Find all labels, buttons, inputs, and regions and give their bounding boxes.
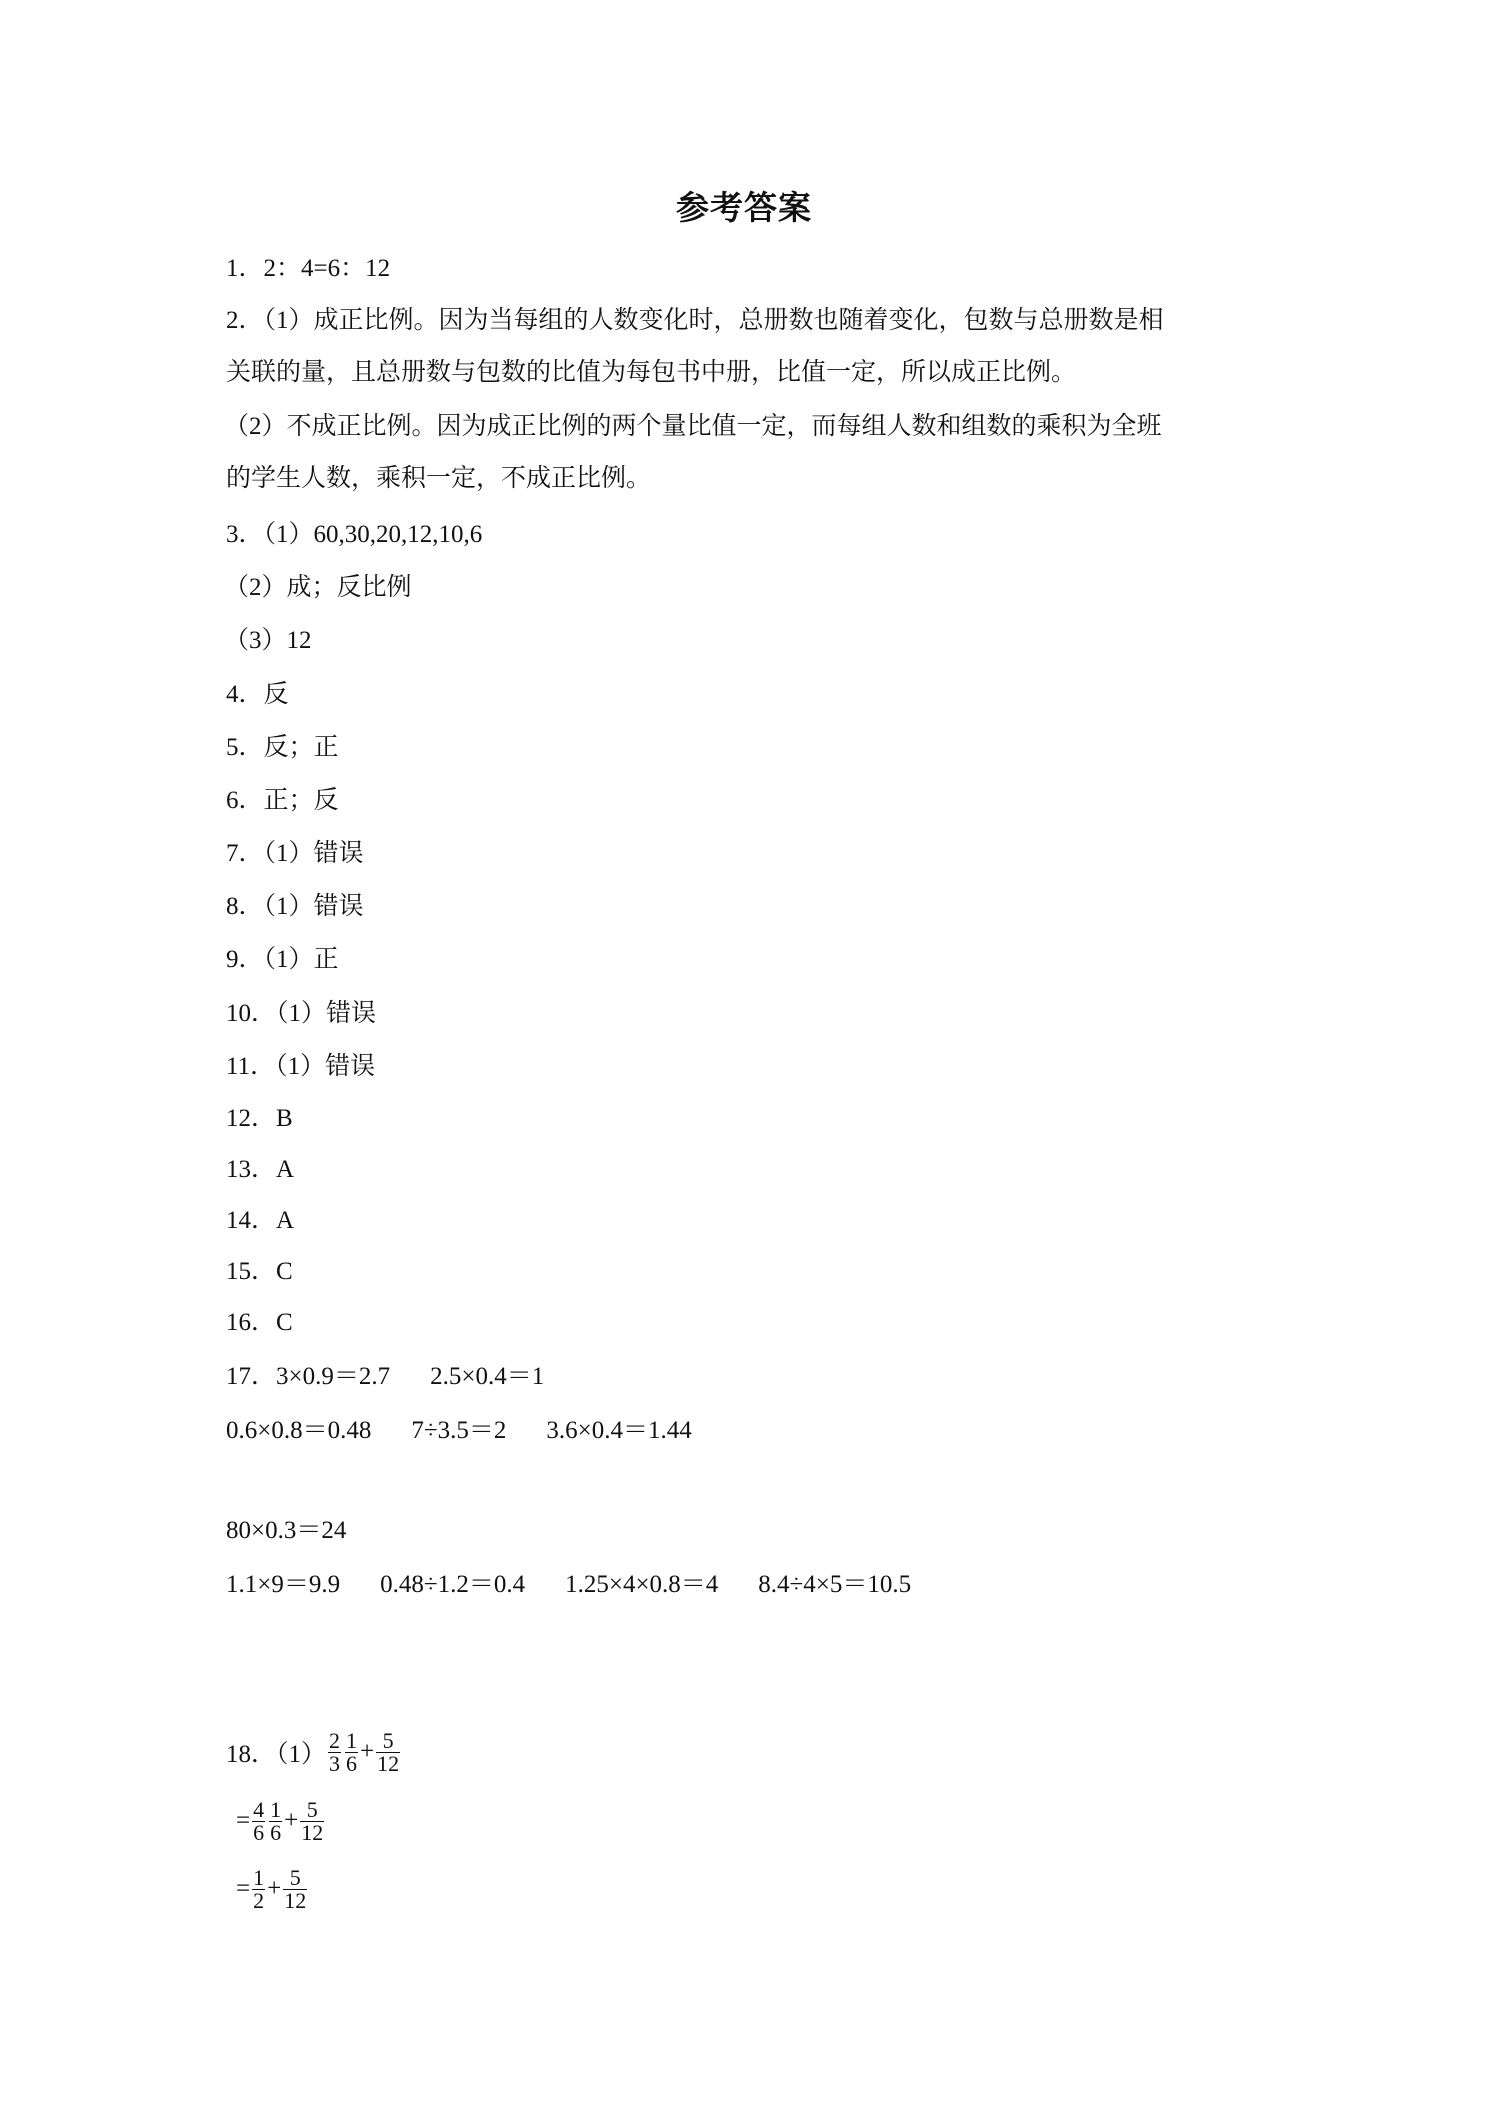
answer-12: 12．B bbox=[226, 1105, 293, 1132]
answer-16: 16．C bbox=[226, 1309, 293, 1336]
page-title: 参考答案 bbox=[676, 188, 812, 227]
fraction: $\frac{1}{2}$ bbox=[253, 1864, 265, 1913]
answer-17-row1 bbox=[226, 1361, 544, 1393]
answer-18-step2: = $\frac{4}{6}$ $\frac{1}{6}$ + $\frac{5}{12}$ bbox=[236, 1796, 324, 1845]
calc-item: 2.5×0.4＝1 bbox=[430, 1363, 545, 1390]
answer-2-part1-line1: 2．（1）成正比例。因为当每组的人数变化时，总册数也随着变化，包数与总册数是相 bbox=[226, 307, 1164, 334]
calc-item: 17．3×0.9＝2.7 bbox=[226, 1363, 391, 1390]
fraction: $\frac{4}{6}$ bbox=[253, 1796, 265, 1845]
answer-13: 13．A bbox=[226, 1156, 295, 1183]
answer-10: 10．（1）错误 bbox=[226, 1000, 377, 1027]
answer-3-part2: （2）成；反比例 bbox=[224, 574, 412, 601]
answer-7: 7．（1）错误 bbox=[226, 840, 364, 867]
answer-17-row4 bbox=[226, 1569, 911, 1601]
answer-1: 1．2：4=6：12 bbox=[226, 255, 391, 282]
answer-18-step3: = $\frac{1}{2}$ + $\frac{5}{12}$ bbox=[236, 1864, 307, 1913]
fraction: $\frac{5}{12}$ bbox=[301, 1796, 324, 1845]
calc-item: 80×0.3＝24 bbox=[226, 1517, 347, 1544]
answer-8: 8．（1）错误 bbox=[226, 893, 364, 920]
answer-17-row2 bbox=[226, 1415, 692, 1447]
answer-6: 6．正；反 bbox=[226, 787, 339, 814]
answer-3-part1: 3．（1）60,30,20,12,10,6 bbox=[226, 521, 483, 548]
fraction: $\frac{5}{12}$ bbox=[284, 1864, 307, 1913]
calc-item: 1.1×9＝9.9 bbox=[226, 1571, 341, 1598]
answer-5: 5．反；正 bbox=[226, 734, 339, 761]
calc-item: 0.6×0.8＝0.48 bbox=[226, 1417, 372, 1444]
fraction: $\frac{5}{12}$ bbox=[377, 1727, 400, 1776]
answer-2-part2-line1: （2）不成正比例。因为成正比例的两个量比值一定，而每组人数和组数的乘积为全班 bbox=[224, 413, 1162, 440]
answer-17-row3 bbox=[226, 1515, 346, 1547]
answer-15: 15．C bbox=[226, 1258, 293, 1285]
calc-item: 0.48÷1.2＝0.4 bbox=[380, 1571, 526, 1598]
answer-18-label: 18．（1） bbox=[226, 1741, 327, 1768]
answer-2-part2-line2: 的学生人数，乘积一定，不成正比例。 bbox=[226, 465, 652, 492]
answer-9: 9．（1）正 bbox=[226, 946, 339, 973]
fraction: $\frac{1}{6}$ bbox=[270, 1796, 282, 1845]
answer-2-part1-line2: 关联的量，且总册数与包数的比值为每包书中册，比值一定，所以成正比例。 bbox=[226, 359, 1077, 386]
calc-item: 8.4÷4×5＝10.5 bbox=[758, 1571, 912, 1598]
answer-14: 14．A bbox=[226, 1207, 295, 1234]
answer-18-step1: 18．（1） $\frac{2}{3}$ $\frac{1}{6}$ + $\frac{5}{12}$ bbox=[226, 1727, 400, 1776]
answer-4: 4．反 bbox=[226, 681, 289, 708]
fraction: $\frac{1}{6}$ bbox=[346, 1727, 358, 1776]
calc-item: 7÷3.5＝2 bbox=[411, 1417, 507, 1444]
calc-item: 3.6×0.4＝1.44 bbox=[546, 1417, 692, 1444]
answer-3-part3: （3）12 bbox=[224, 627, 312, 654]
answer-11: 11．（1）错误 bbox=[226, 1053, 376, 1080]
calc-item: 1.25×4×0.8＝4 bbox=[565, 1571, 719, 1598]
fraction: $\frac{2}{3}$ bbox=[329, 1727, 341, 1776]
